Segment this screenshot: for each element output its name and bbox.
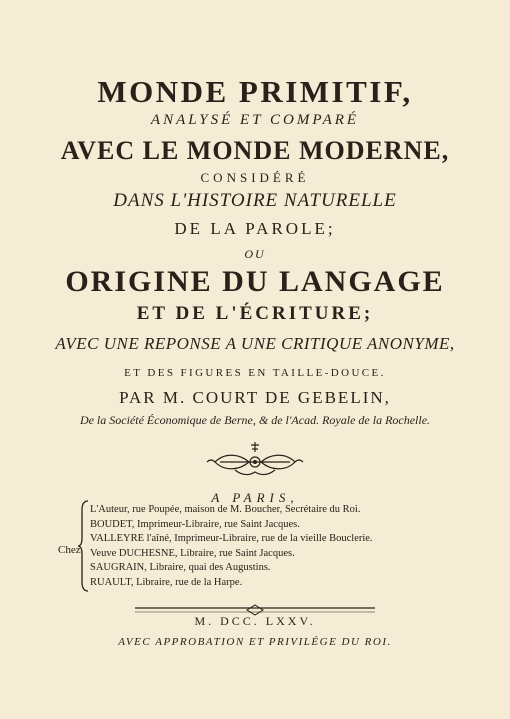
title-figures: ET DES FIGURES EN TAILLE-DOUCE.	[124, 367, 386, 379]
title-subtitle-analyse: ANALYSÉ ET COMPARÉ	[150, 112, 360, 128]
title-considere: CONSIDÉRÉ	[200, 170, 310, 185]
title-monde-moderne: AVEC LE MONDE MODERNE,	[60, 136, 450, 165]
author-affiliation: De la Société Économique de Berne, & de l'Acad. Royale de la Rochelle.	[79, 413, 431, 427]
list-item: BOUDET, Imprimeur-Libraire, rue Saint Jacques.	[90, 518, 300, 530]
printer-ornament-icon	[205, 440, 305, 480]
imprint-chez: Chez	[58, 544, 81, 556]
list-item: Veuve DUCHESNE, Libraire, rue Saint Jacques.	[90, 547, 295, 559]
title-ecriture: ET DE L'ÉCRITURE;	[136, 303, 374, 324]
list-item: VALLEYRE l'aîné, Imprimeur-Libraire, rue de la vieille Bouclerie.	[90, 533, 373, 545]
title-de-la-parole: DE LA PAROLE;	[174, 219, 336, 238]
title-origine-du-langage: ORIGINE DU LANGAGE	[65, 265, 445, 298]
title-ou: OU	[244, 247, 266, 261]
curly-brace-icon	[78, 500, 90, 592]
booksellers-list	[90, 503, 373, 591]
list-item: L'Auteur, rue Poupée, maison de M. Boucher, Secrétaire du Roi.	[90, 504, 361, 515]
author-name: PAR M. COURT DE GEBELIN,	[119, 388, 391, 407]
title-histoire-naturelle: DANS L'HISTOIRE NATURELLE	[113, 190, 397, 211]
title-main: MONDE PRIMITIF,	[97, 74, 413, 109]
imprint-privilege: AVEC APPROBATION ET PRIVILÉGE DU ROI.	[118, 636, 392, 648]
list-item: SAUGRAIN, Libraire, quai des Augustins.	[90, 562, 271, 574]
title-reponse-critique: AVEC UNE REPONSE A UNE CRITIQUE ANONYME,	[55, 334, 455, 353]
imprint-city: A PARIS,	[211, 490, 299, 505]
imprint-year: M. DCC. LXXV.	[194, 614, 316, 628]
list-item: RUAULT, Libraire, rue de la Harpe.	[90, 576, 243, 588]
